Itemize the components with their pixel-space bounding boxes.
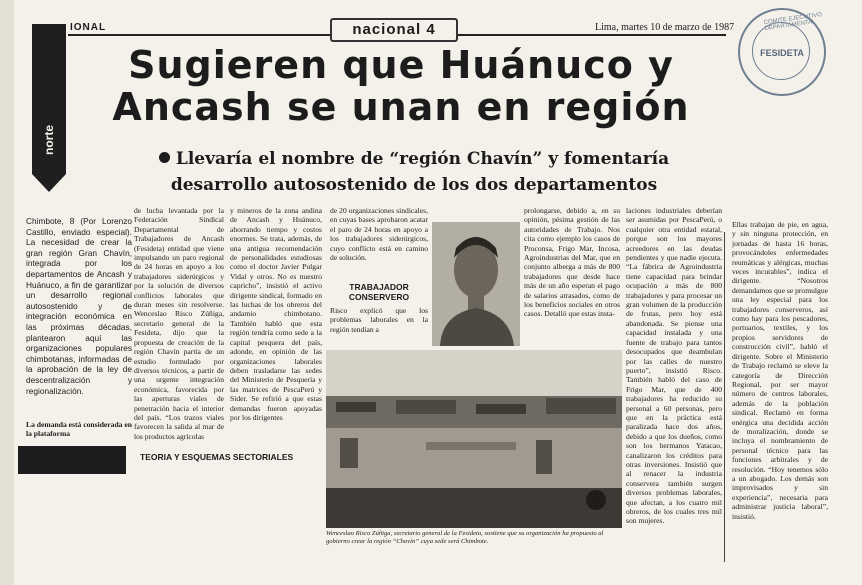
column-7 xyxy=(732,220,828,572)
bullet-icon xyxy=(159,152,170,163)
cityscape-illustration xyxy=(326,350,622,528)
col4-text: de 20 organizaciones sindicales, en cuyas bases aprobaron acatar el paro de 24 horas en apoyo a los trabajadores siderúrgicos, cuyo conflicto está en camino de solución. xyxy=(330,206,428,263)
headline xyxy=(76,44,726,128)
col3-text: y mineros de la zona andina de Ancash y Huánuco, ahorrando tiempo y costos enormes. Se trata, además, de una antigua recomendación de personalidades estudiosas como el doctor Javier Pulgar Vidal y otros. No es nuestro capricho”, insistió el activo dirigente sindical, formado en las luchas de los obreros del andamio chimbotano. También habló que esta región tendría como sede a la capital pesquera del país, adonde, en opinión de las organizaciones laborales deben trasladarse las sedes del Ministerio de Pesquería y las matrices de PescaPerú y Sider. Se refirió a que estas demandas fueron apoyadas por los dirigentes xyxy=(230,206,322,422)
col5-text: prolongarse, debido a, en su opinión, pésima gestión de las autoridades de Trabajo. Nos cita como ejemplo los casos de Proconsa, Frigo Mar, Incosa, Agroindustrias del Mar, que en conjunto alberga a más de 800 trabajadores que desde hace más de un año esperan el pago de salarios atrasados, como de los beneficios sociales en otros casos. Detalló que estas insta- xyxy=(524,206,620,319)
deck-line-2: desarrollo autosostenido de los dos departamentos xyxy=(170,175,658,195)
city-photo xyxy=(326,350,622,528)
subhead-bottom: TEORIA Y ESQUEMAS SECTORIALES xyxy=(140,452,294,462)
col6-text: laciones industriales deberían ser asumidas por PescaPerú, o cualquier otra entidad estatal, porque son los mayores acreedores en las deudas pendientes y que nadie ejecuta. “La fábrica de Agroindustria tiene capacidad para brindar ocupación a más de 800 trabajadores y para procesar un gran volumen de la producción de frutas, pero hoy está abandonada. Se piense una capacidad instalada y una fuente de trabajo para tantos desocupados que deambulan por las calles de nuestro puerto”, insistió Risco. También habló del caso de Frigo Mar, que de 400 trabajadores ha reducido su personal a 60 personas, pero que en la práctica está paralizada hace dos años, debido a que los dueños, como son los hermanos Yatacao, canalizaron los créditos para otras inversiones. Insistió que al renacer la industria conservera también surgen diversos problemas laborales, que afectan, a los cuatro mil obreros, de los cuales tres mil son mujeres. xyxy=(626,206,722,526)
subhead-trabajador: TRABAJADOR CONSERVERO xyxy=(348,282,410,302)
col1-end-text: La demanda está considerada en la plataforma xyxy=(26,420,132,439)
dateline: Lima, martes 10 de marzo de 1987 xyxy=(595,22,735,33)
col1-lead-text: Chimbote, 8 (Por Lorenzo Castillo, enviado especial). La necesidad de crear la gran región Gran Chavín, integrada por los departamentos de Ancash y Huánuco, a fin de garantizar un desarrollo regional autosostenido y de integración económica en las próximas décadas, plantearon aquí las organizaciones populares chimbotanas, informadas de la aprobación de la ley de descentralización y regionalización. xyxy=(26,216,132,396)
ribbon-tip xyxy=(32,174,66,192)
col4b-text: Risco explicó que los problemas laborales en la región tendían a xyxy=(330,306,428,334)
column-2 xyxy=(134,206,224,442)
col7-text: Ellas trabajan de pie, en agua, y sin ninguna protección, en jornadas de hasta 16 horas, provocándoles enfermedades reumáticas y alérgicas, muchas veces incurables”, indica el dirigente. “Nosotros demandamos que se promulgue una ley especial para los trabajadores conserveros, así como hay para los pescadores, portuarios, textiles, y los propios servidores de construcción civil”, habló el dirigente. Sobre el Ministerio de Trabajo reclamó se eleve la categoría de Dirección Regional, por ser mayor número de centros laborales, además de la población sindical. Reclamó en forma enérgica una decidida acción de moralización, donde se incluya el nombramiento de personal técnico para las funciones arbitrales y de resolución. “Hoy tenemos sólo a un abogado. Los demás son improvisados y sin experiencia”, necesaria para administrar justicia laboral”, insistió. xyxy=(732,220,828,521)
column-6 xyxy=(626,206,722,572)
stamp-text: FESIDETA xyxy=(760,48,804,58)
column-5 xyxy=(524,206,620,344)
side-tag: norte xyxy=(42,125,56,155)
stamp-ring-text: COMITE EJECUTIVO DEPARTAMENTAL xyxy=(763,12,823,33)
column-3 xyxy=(230,206,322,442)
column-4b xyxy=(330,306,428,348)
headline-line-1: Sugieren que Huánuco y xyxy=(128,43,674,87)
column-1-lead xyxy=(26,216,132,416)
column-1-end xyxy=(26,420,132,444)
column-rule xyxy=(724,232,725,562)
col2-text: de lucha levantada por la Federación Sindical Departamental de Trabajadores de Ancash (Fesideta) entidad que viene impulsando un paro regional de 24 horas en apoyo a los trabajadores siderúrgicos y por la solución de diversos conflictos laborales que duran meses sin resolverse. Wenceslao Risco Zúñiga, secretario general de la Fesideta, dijo que la propuesta de creación de la región Chavín partía de un estudio formulado por diversos técnicos, a partir de una urgente integración económica, favorecida por las aperturas viales de penetración hacia el interior del país. “Los trazos viales favorecen la salida al mar de los productos agrícolas xyxy=(134,206,224,441)
deck-line-1 xyxy=(104,146,724,172)
portrait-photo xyxy=(432,222,520,346)
scan-edge xyxy=(0,0,14,585)
portrait-illustration xyxy=(432,222,520,346)
fesideta-stamp xyxy=(738,8,826,96)
deck-text-1: Llevaría el nombre de “región Chavín” y fomentaría xyxy=(175,149,670,169)
section-badge: nacional 4 xyxy=(330,18,458,42)
photo-caption: Wenceslao Risco Zúñiga, secretario general de la Fesideta, sostiene que su organización ha propuesto al gobierno crear la región “Chavín” cuya sede será Chimbote. xyxy=(326,530,604,546)
column-4 xyxy=(330,206,428,282)
deck xyxy=(104,146,724,198)
section-label: IONAL xyxy=(70,22,107,33)
black-bar xyxy=(18,446,126,474)
headline-line-2: Ancash se unan en región xyxy=(112,85,690,129)
